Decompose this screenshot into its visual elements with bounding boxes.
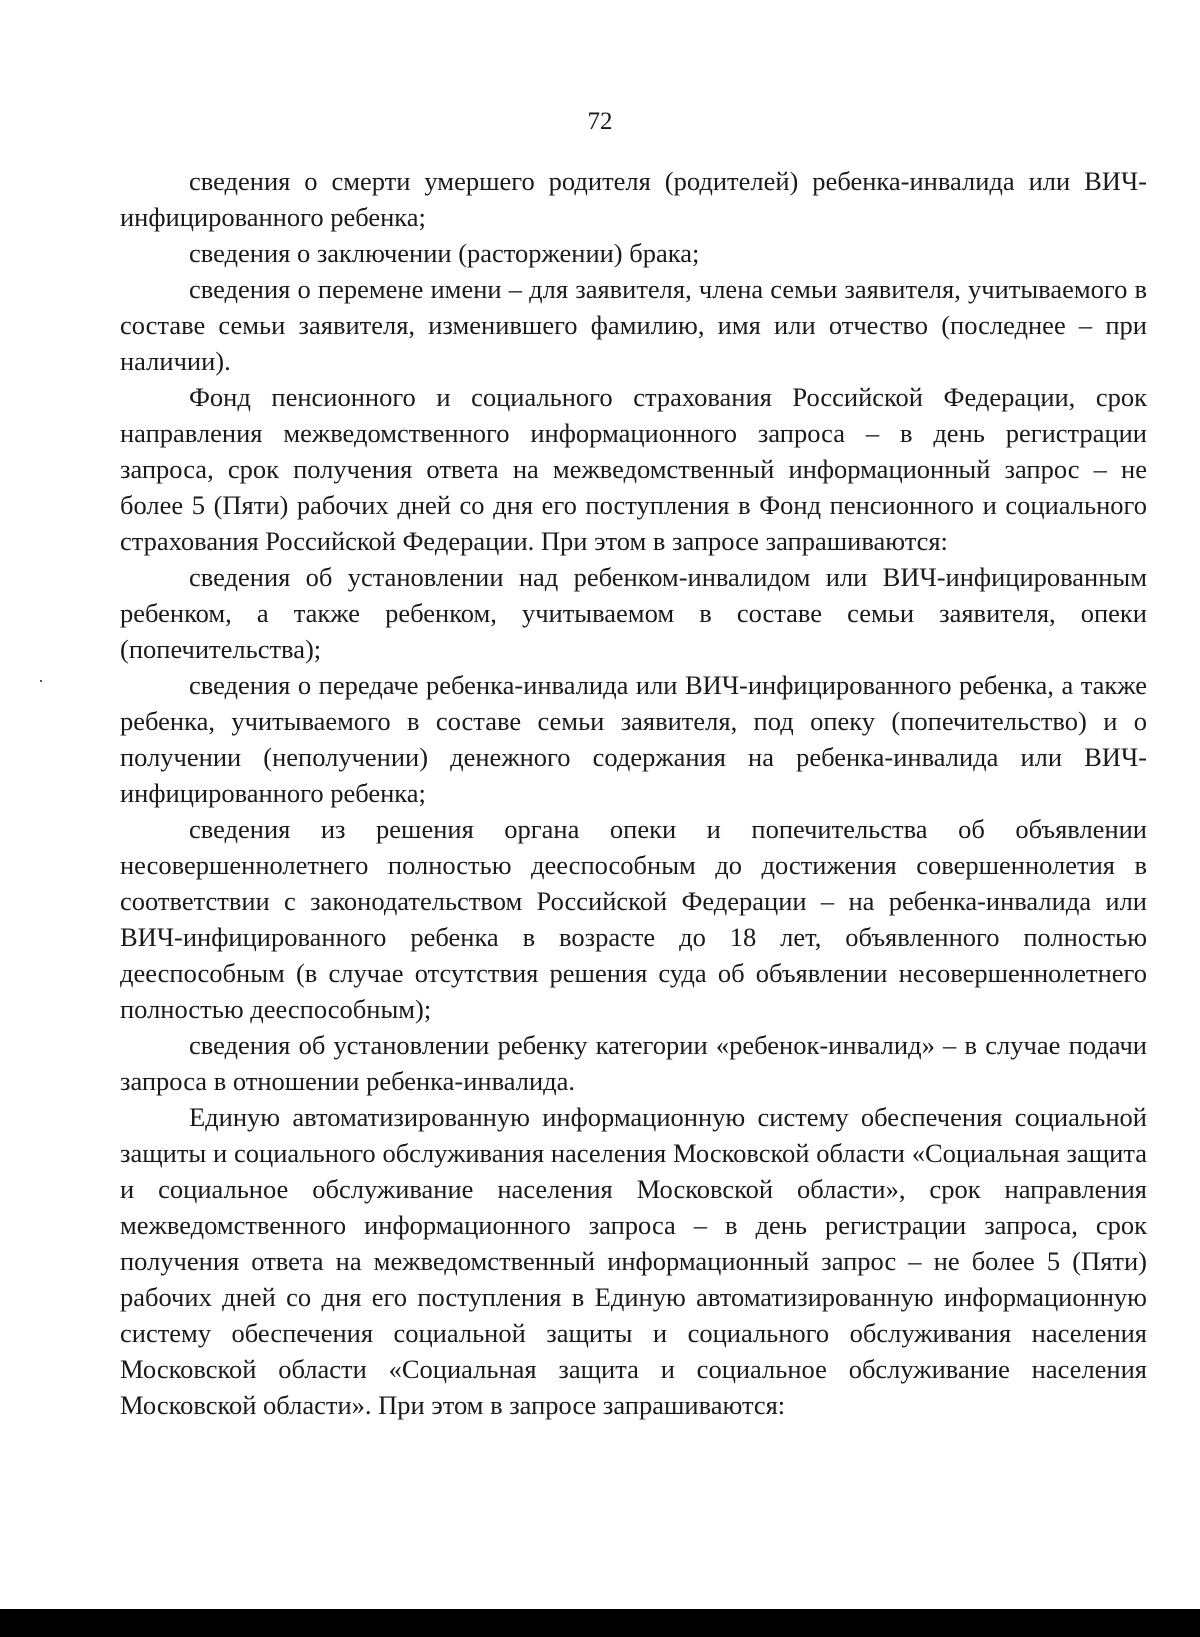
- paragraph-name-change-info: сведения о перемене имени – для заявителя, члена семьи заявителя, учитываемого в составе семьи заявителя, изменившего фамилию, имя или отчество (последнее – при наличии).: [120, 274, 1147, 376]
- paragraph-marriage-info: сведения о заключении (расторжении) брака;: [189, 238, 700, 268]
- paragraph-unified-system: Единую автоматизированную информационную систему обеспечения социальной защиты и социального обслуживания населения Московской области «Социальная защита и социальное обслуживание населения Московской области», срок направления межведомственного информационного запроса – в день регистрации запроса, срок получения ответа на межведомственный информационный запрос – не более 5 (Пяти) рабочих дней со дня его поступления в Единую автоматизированную информационную систему обеспечения социальной защиты и социального обслуживания населения Московской области «Социальная защита и социальное обслуживание населения Московской области». При этом в запросе запрашиваются:: [120, 1102, 1147, 1420]
- paragraph-custody-transfer-info: сведения о передаче ребенка-инвалида или ВИЧ-инфицированного ребенка, а также ребенка, учитываемого в составе семьи заявителя, под опеку (попечительство) и о получении (неполучении) денежного содержания на ребенка-инвалида или ВИЧ-инфицированного ребенка;: [120, 670, 1147, 808]
- scan-border-bar: [0, 1609, 1200, 1637]
- paragraph-death-info: сведения о смерти умершего родителя (родителей) ребенка-инвалида или ВИЧ-инфицированного ребенка;: [120, 166, 1147, 232]
- paragraph-pension-fund: Фонд пенсионного и социального страхования Российской Федерации, срок направления межведомственного информационного запроса – в день регистрации запроса, срок получения ответа на межведомственный информационный запрос – не более 5 (Пяти) рабочих дней со дня его поступления в Фонд пенсионного и социального страхования Российской Федерации. При этом в запросе запрашиваются:: [120, 382, 1147, 556]
- scan-speck: [40, 680, 42, 682]
- paragraph-guardianship-info: сведения об установлении над ребенком-инвалидом или ВИЧ-инфицированным ребенком, а также ребенком, учитываемом в составе семьи заявителя, опеки (попечительства);: [120, 562, 1147, 664]
- page-number: 72: [587, 108, 613, 135]
- document-body: [120, 163, 1147, 1423]
- paragraph-disability-category-info: сведения об установлении ребенку категории «ребенок-инвалид» – в случае подачи запроса в отношении ребенка-инвалида.: [120, 1030, 1147, 1096]
- paragraph-emancipation-info: сведения из решения органа опеки и попечительства об объявлении несовершеннолетнего полностью дееспособным до достижения совершеннолетия в соответствии с законодательством Российской Федерации – на ребенка-инвалида или ВИЧ-инфицированного ребенка в возрасте до 18 лет, объявленного полностью дееспособным (в случае отсутствия решения суда об объявлении несовершеннолетнего полностью дееспособным);: [120, 814, 1147, 1024]
